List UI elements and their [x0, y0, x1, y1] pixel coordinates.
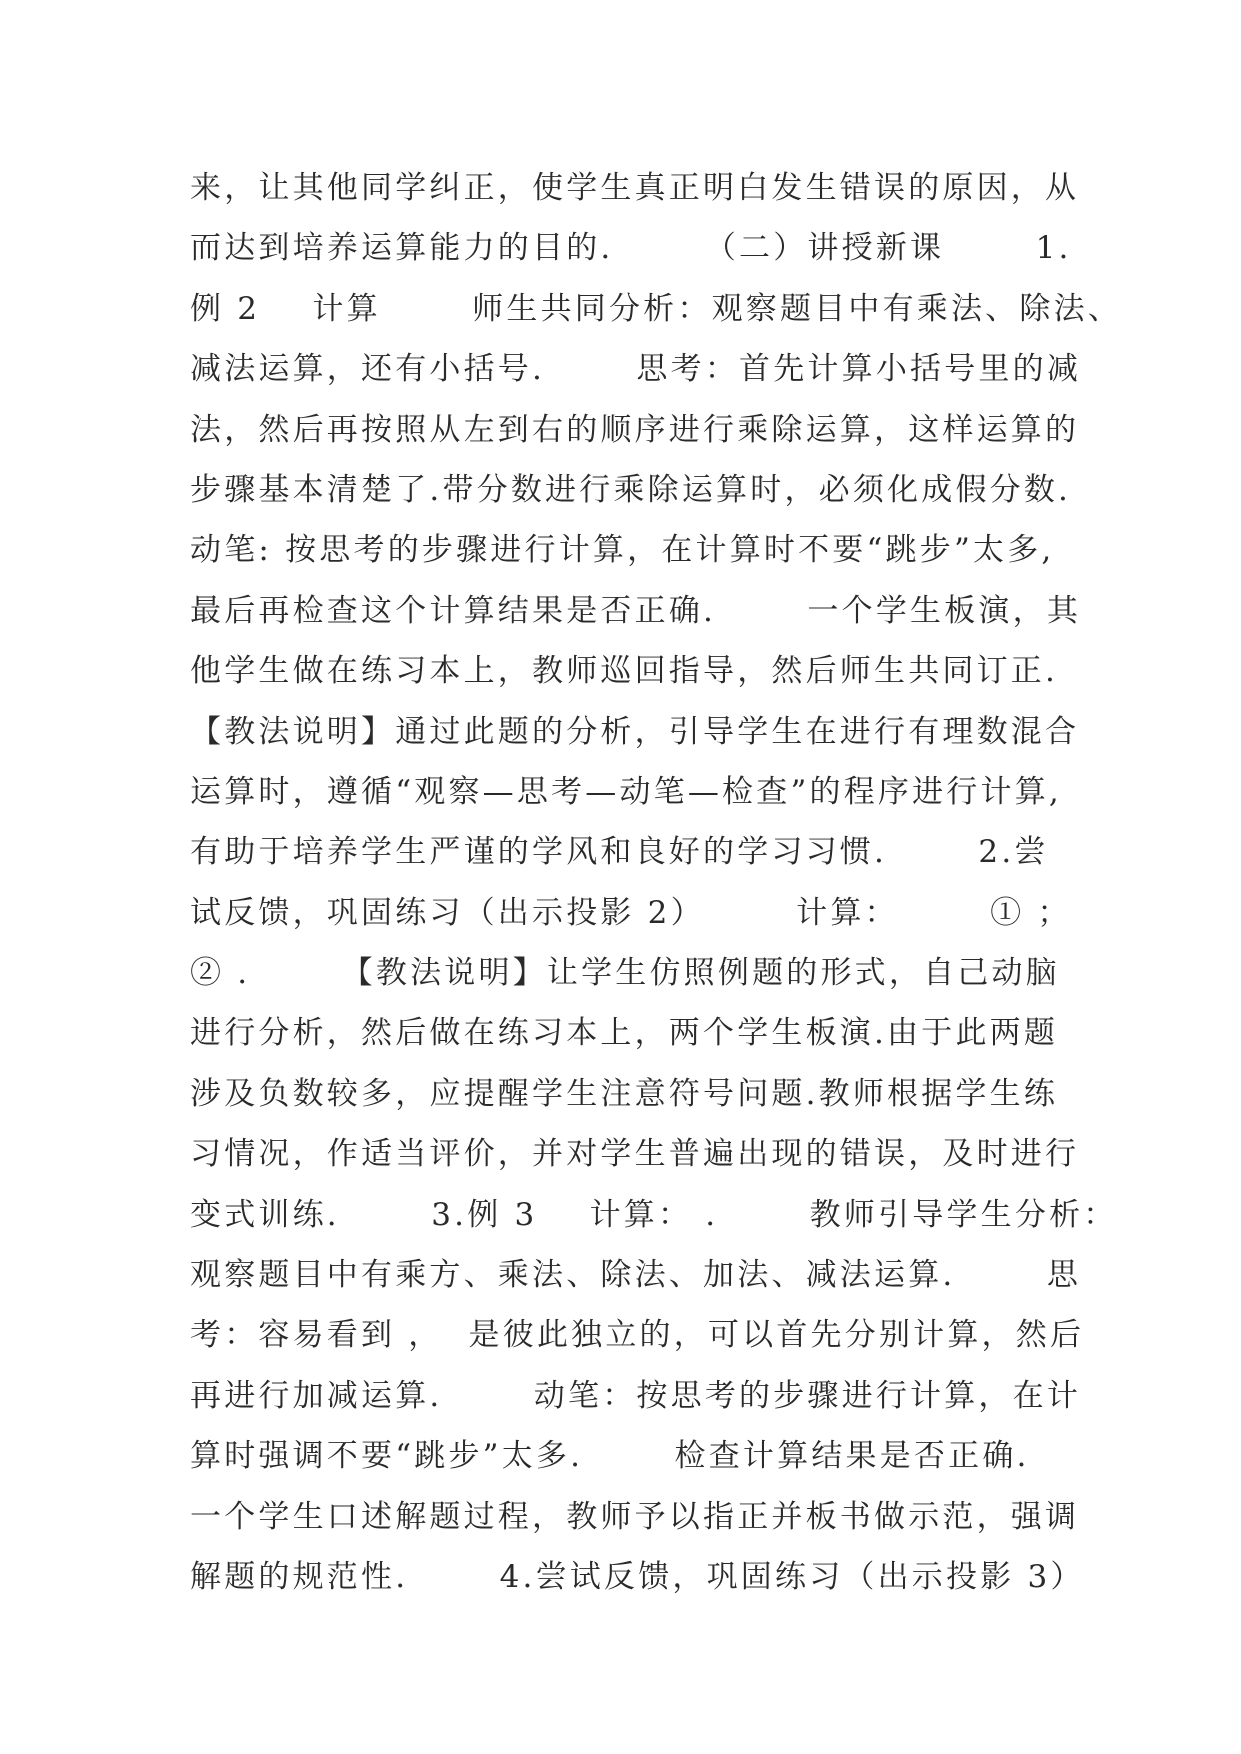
text-line: 算时强调不要“跳步”太多. 检查计算结果是否正确. — [190, 1438, 1030, 1475]
text-line: 涉及负数较多，应提醒学生注意符号问题.教师根据学生练 — [190, 1075, 1059, 1112]
text-line: 来，让其他同学纠正，使学生真正明白发生错误的原因，从 — [190, 170, 1080, 206]
text-line: 有助于培养学生严谨的学风和良好的学习习惯. 2.尝 — [190, 834, 1049, 871]
text-line: 他学生做在练习本上，教师巡回指导，然后师生共同订正. — [190, 653, 1059, 690]
text-line: 变式训练. 3.例 3 计算： . 教师引导学生分析： — [190, 1196, 1118, 1233]
body-text — [190, 158, 1122, 1607]
text-line: 法，然后再按照从左到右的顺序进行乘除运算，这样运算的 — [190, 411, 1080, 448]
text-line: 运算时，遵循“观察—思考—动笔—检查”的程序进行计算, — [190, 773, 1062, 810]
text-line: 减法运算，还有小括号. 思考：首先计算小括号里的减 — [190, 351, 1082, 388]
text-line: 例 2 计算 师生共同分析：观察题目中有乘法、除法、 — [190, 290, 1122, 327]
text-line: 观察题目中有乘方、乘法、除法、加法、减法运算. 思 — [190, 1257, 1082, 1294]
text-line: 试反馈，巩固练习（出示投影 2） 计算： ① ； — [190, 894, 1072, 931]
text-line: 而达到培养运算能力的目的. （二）讲授新课 1. — [190, 230, 1072, 267]
text-line: 最后再检查这个计算结果是否正确. 一个学生板演，其 — [190, 592, 1082, 629]
text-line: 步骤基本清楚了.带分数进行乘除运算时，必须化成假分数. — [190, 471, 1072, 508]
text-line: 一个学生口述解题过程，教师予以指正并板书做示范，强调 — [190, 1498, 1080, 1535]
text-line: 考：容易看到 ， 是彼此独立的，可以首先分别计算，然后 — [190, 1317, 1085, 1354]
text-line: ② . 【教法说明】让学生仿照例题的形式，自己动脑 — [190, 955, 1060, 992]
text-line: 解题的规范性. 4.尝试反馈，巩固练习（出示投影 3） — [190, 1558, 1085, 1595]
text-line: 再进行加减运算. 动笔：按思考的步骤进行计算，在计 — [190, 1377, 1082, 1414]
text-line: 习情况，作适当评价，并对学生普遍出现的错误，及时进行 — [190, 1136, 1080, 1173]
text-line: 进行分析，然后做在练习本上，两个学生板演.由于此两题 — [190, 1015, 1059, 1052]
text-line: 【教法说明】通过此题的分析，引导学生在进行有理数混合 — [190, 713, 1080, 750]
text-line: 动笔: 按思考的步骤进行计算，在计算时不要“跳步”太多, — [190, 532, 1055, 569]
